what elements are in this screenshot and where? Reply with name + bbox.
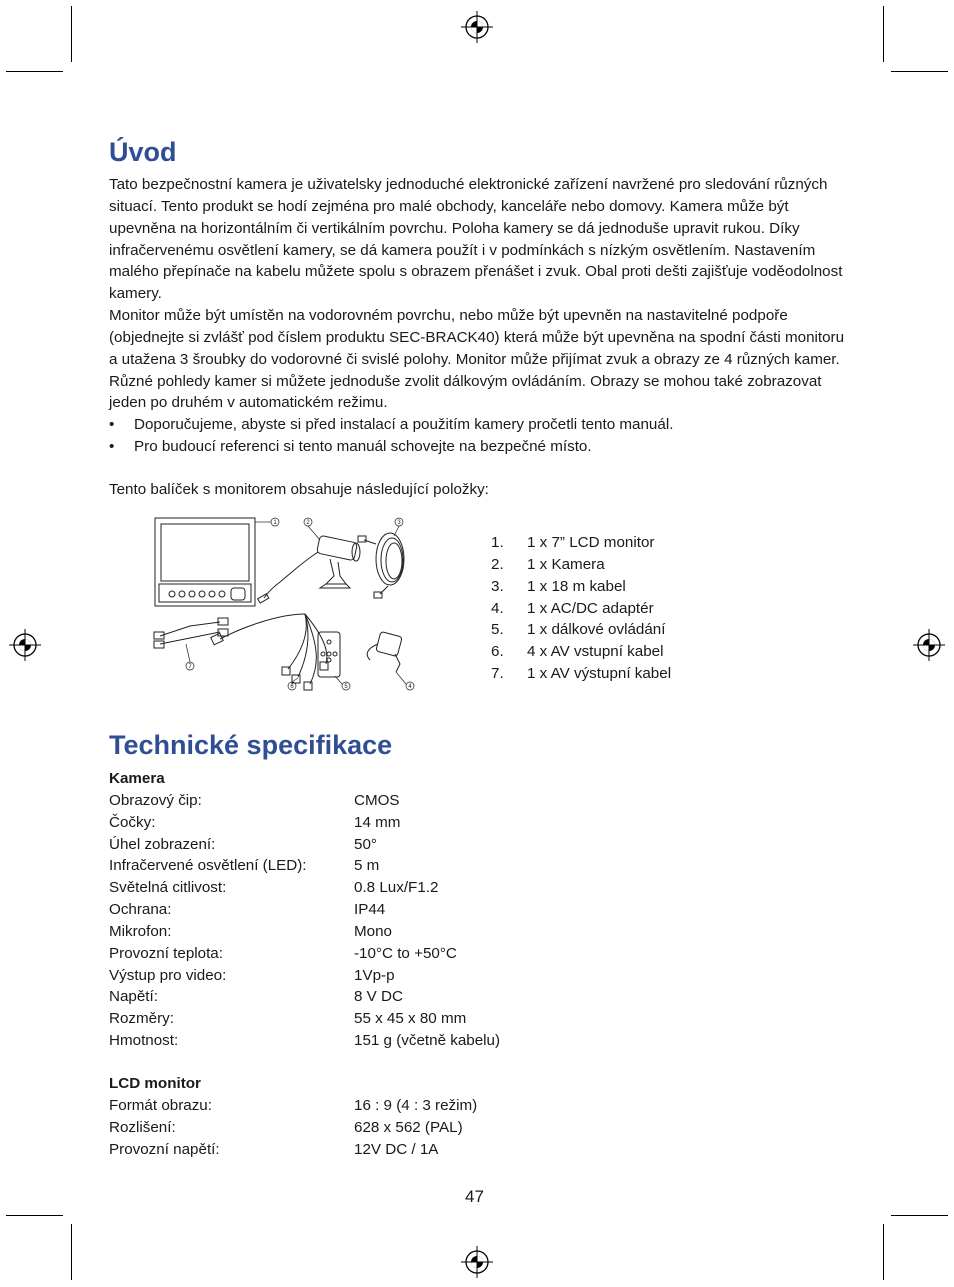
callout-markers [186, 518, 414, 690]
item-text: 1 x AC/DC adaptér [527, 599, 654, 617]
spec-row [109, 921, 500, 943]
list-item [491, 554, 671, 576]
spec-value: 1Vp-p [354, 966, 395, 984]
crop-mark [6, 1215, 63, 1216]
spec-label: Rozměry: [109, 1010, 174, 1028]
spec-row [109, 812, 500, 834]
package-intro: Tento balíček s monitorem obsahuje následující položky: [109, 481, 489, 498]
bullet-icon: • [109, 416, 115, 434]
spec-value: 16 : 9 (4 : 3 režim) [354, 1096, 478, 1114]
spec-value: 55 x 45 x 80 mm [354, 1010, 467, 1028]
spec-row [109, 855, 500, 877]
spec-row [109, 986, 500, 1008]
spec-label: Napětí: [109, 988, 158, 1006]
spec-value: -10°C to +50°C [354, 944, 457, 962]
item-text: 1 x 18 m kabel [527, 577, 626, 595]
spec-row [109, 1095, 477, 1117]
package-contents-illustration [150, 514, 420, 694]
item-text: 1 x Kamera [527, 555, 605, 573]
bullet-item [109, 414, 854, 436]
ac-dc-adapter-icon [367, 631, 402, 672]
spec-value: 0.8 Lux/F1.2 [354, 879, 439, 897]
spec-value: 12V DC / 1A [354, 1140, 439, 1158]
intro-body [109, 174, 854, 458]
item-text: 1 x dálkové ovládání [527, 621, 666, 639]
item-number: 4. [491, 599, 504, 617]
camera-specs [109, 768, 500, 1052]
spec-value: 8 V DC [354, 988, 403, 1006]
spec-value: 50° [354, 835, 377, 853]
list-item [491, 641, 671, 663]
bullet-text: Pro budoucí referenci si tento manuál schovejte na bezpečné místo. [134, 438, 592, 456]
camera-specs-title: Kamera [109, 770, 165, 787]
registration-mark-icon [8, 628, 42, 662]
registration-mark-icon [460, 1245, 494, 1279]
list-item [491, 598, 671, 620]
spec-row [109, 877, 500, 899]
package-items-list [491, 532, 671, 685]
spec-value: CMOS [354, 791, 400, 809]
spec-row [109, 1117, 477, 1139]
spec-label: Provozní napětí: [109, 1140, 220, 1158]
monitor-specs-title: LCD monitor [109, 1075, 201, 1092]
spec-value: 151 g (včetně kabelu) [354, 1032, 501, 1050]
page-number: 47 [465, 1187, 484, 1206]
item-number: 1. [491, 534, 504, 551]
spec-label: Infračervené osvětlení (LED): [109, 857, 307, 875]
crop-mark [883, 1224, 884, 1280]
spec-value: 5 m [354, 857, 380, 875]
item-number: 6. [491, 643, 504, 661]
specs-heading: Technické specifikace [109, 730, 393, 760]
list-item [491, 576, 671, 598]
item-number: 7. [491, 665, 504, 683]
item-number: 5. [491, 621, 504, 639]
callout-label: 1 [273, 520, 277, 526]
bullet-item [109, 436, 854, 458]
bullet-icon: • [109, 438, 115, 456]
spec-row [109, 899, 500, 921]
spec-label: Úhel zobrazení: [109, 835, 216, 853]
spec-label: Formát obrazu: [109, 1096, 212, 1114]
spec-row [109, 1139, 477, 1161]
item-number: 2. [491, 555, 504, 573]
spec-row [109, 1030, 500, 1052]
item-text: 1 x AV výstupní kabel [527, 665, 672, 683]
spec-label: Rozlišení: [109, 1118, 176, 1136]
crop-mark [71, 6, 72, 62]
crop-mark [6, 71, 63, 72]
item-text: 1 x 7” LCD monitor [527, 534, 655, 551]
item-text: 4 x AV vstupní kabel [527, 643, 664, 661]
spec-value: IP44 [354, 901, 386, 919]
callout-label: 4 [408, 684, 412, 690]
spec-row [109, 1008, 500, 1030]
crop-mark [71, 1224, 72, 1280]
spec-label: Výstup pro video: [109, 966, 227, 984]
spec-label: Světelná citlivost: [109, 879, 227, 897]
bullet-text: Doporučujeme, abyste si před instalací a použitím kamery pročetli tento manuál. [134, 416, 674, 434]
intro-paragraph-2: Monitor může být umístěn na vodorovném povrchu, nebo může být upevněn na nastavitelné podpoře (objednejte si zvlášť pod číslem produktu SEC-BRACK40) která může být upevněna na spodní části monitoru a utažena 3 šroubky do vodorovné či svislé polohy. Monitor může přijímat zvuk a obrazy ze 4 různých kamer. Různé pohledy kamer si můžete jednoduše zvolit dálkovým ovládáním. Obrazy se mohou také zobrazovat jeden po druhém v automatickém režimu. [109, 307, 845, 412]
spec-value: 628 x 562 (PAL) [354, 1118, 463, 1136]
list-item [491, 532, 671, 554]
registration-mark-icon [912, 628, 946, 662]
spec-row [109, 790, 500, 812]
registration-mark-icon [460, 10, 494, 44]
spec-row [109, 834, 500, 856]
callout-label: 2 [306, 520, 310, 526]
intro-paragraph-1: Tato bezpečnostní kamera je uživatelsky jednoduché elektronické zařízení navržené pro sledování různých situací. Tento produkt se hodí zejména pro malé obchody, kanceláře nebo domovy. Kamera může být upevněna na horizontálním či vertikálním povrchu. Poloha kamery se dá jednoduše upravit rukou. Díky infračervenému osvětlení kamery, se dá kamera použít i v podmínkách s nízkým osvětlením. Nastavením malého přepínače na kabelu můžete spolu s obrazem přenášet i zvuk. Obal proti dešti zajišťuje voděodolnost kamery. [109, 176, 843, 303]
list-item [491, 663, 671, 685]
crop-mark [883, 6, 884, 62]
spec-label: Čočky: [109, 813, 156, 831]
spec-label: Provozní teplota: [109, 944, 223, 962]
spec-label: Hmotnost: [109, 1032, 179, 1050]
crop-mark [891, 1215, 948, 1216]
intro-heading: Úvod [109, 137, 177, 167]
spec-row [109, 965, 500, 987]
spec-value: 14 mm [354, 813, 401, 831]
spec-row [109, 943, 500, 965]
monitor-specs [109, 1073, 477, 1160]
list-item [491, 619, 671, 641]
cable-coil-icon [358, 533, 404, 598]
callout-label: 5 [344, 684, 348, 690]
spec-value: Mono [354, 922, 392, 940]
callout-label: 6 [290, 684, 294, 690]
camera-icon [258, 535, 360, 603]
item-number: 3. [491, 577, 504, 595]
lcd-monitor-icon [155, 518, 255, 606]
spec-label: Ochrana: [109, 901, 172, 919]
crop-mark [891, 71, 948, 72]
spec-label: Mikrofon: [109, 922, 172, 940]
callout-label: 3 [397, 520, 401, 526]
callout-label: 7 [188, 664, 192, 670]
spec-label: Obrazový čip: [109, 791, 202, 809]
